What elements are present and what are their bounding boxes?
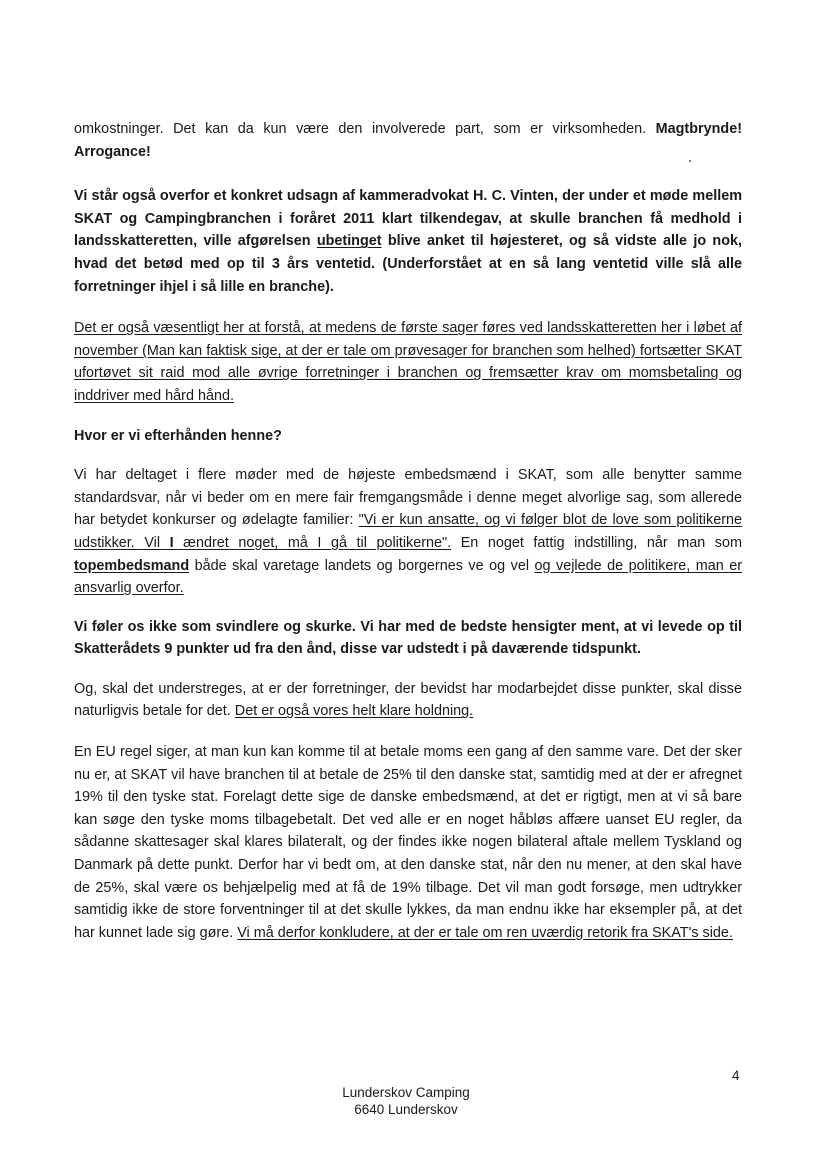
paragraph-5-underlined-end: og vejlede de politikere, man er ansvarlig overfor. — [74, 557, 742, 597]
paragraph-3-underlined: Det er også væsentligt her at forstå, at medens de første sager føres ved landsskatteretten her i løbet af november (Man kan faktisk sige, at der er tale om prøvesager for branchen som helhed) fortsætter SKAT ufortøvet sit raid mod alle øvrige forretninger i branchen og fremsætter krav om momsbetaling og inddriver med hård hånd. — [74, 320, 742, 404]
paragraph-2-text-a: Vi står også overfor et konkret udsagn af kammeradvokat H. C. Vinten, der under et møde mellem SKAT og Campingbranchen i foråret 2011 klart tilkendegav, at skulle branchen få medhold i landsskatteretten, ville afgørelsen — [74, 188, 742, 250]
document-body — [74, 118, 742, 944]
paragraph-2-text-b: blive anket til højesteret, og så vidste alle jo nok, hvad det betød med op til 3 års ventetid. (Underforstået at en så lang ventetid ville slå alle forretninger ihjel i så lille en branche). — [74, 233, 742, 295]
paragraph-5-topembedsmand-text: topembedsmand — [74, 557, 190, 574]
paragraph-7-underlined: Det er også vores helt klare holdning. — [234, 703, 474, 720]
section-heading-text: Hvor er vi efterhånden henne? — [74, 427, 282, 444]
section-heading — [74, 425, 742, 448]
paragraph-5 — [74, 464, 742, 600]
page-number: 4 — [732, 1068, 740, 1083]
paragraph-5-quote-bold-i-text: I — [169, 534, 174, 551]
paragraph-3 — [74, 317, 742, 407]
footer-line-1: Lunderskov Camping — [342, 1085, 470, 1100]
paragraph-1-text: omkostninger. Det kan da kun være den involverede part, som er virksomheden. — [74, 121, 656, 137]
paragraph-8-text: En EU regel siger, at man kun kan komme til at betale moms een gang af den samme vare. Det der sker nu er, at SKAT vil have branchen til at betale de 25% til den danske stat, samtidig med at der er afregnet 19% til den tyske stat. Forelagt dette sige de danske embedsmænd, at det er rigtigt, men at vi så bare kan søge den tyske moms tilbagebetalt. Det ved alle er en noget håbløs affære uanset EU regler, da sådanne skattesager skal klares bilateralt, og der findes ikke nogen bilateral aftale mellem Tyskland og Danmark på dette punkt. Derfor har vi bedt om, at den danske stat, når den nu mener, at den skal have de 25%, skal være os behjælpelig med at få de 19% tilbage. Det vil man godt forsøge, men udtrykker samtidig ikke de store forventninger til at det skulle lykkes, da man endnu ikke har eksempler på, at det har kunnet lade sig gøre. — [74, 744, 742, 941]
paragraph-5-quote-a: "Vi er kun ansatte, og vi følger blot de love som politikerne udstikker. Vil — [74, 512, 742, 551]
paragraph-7-text: Og, skal det understreges, at er der forretninger, der bevidst har modarbejdet disse punkter, skal disse naturligvis betale for det. — [74, 680, 742, 720]
stray-mark — [689, 160, 691, 162]
paragraph-1 — [74, 118, 742, 163]
paragraph-5-quote-b: ændret noget, må I gå til politikerne". — [173, 534, 452, 551]
footer-line-2: 6640 Lunderskov — [354, 1102, 458, 1117]
paragraph-6-text: Vi føler os ikke som svindlere og skurke. Vi har med de bedste hensigter ment, at vi levede op til Skatterådets 9 punkter ud fra den ånd, disse var udstedt i på daværende tidspunkt. — [74, 618, 742, 658]
page-footer — [0, 1084, 812, 1118]
paragraph-8 — [74, 741, 742, 944]
paragraph-8-underlined: Vi må derfor konkludere, at der er tale om ren uværdig retorik fra SKAT's side. — [237, 924, 733, 941]
paragraph-5-text-c: både skal varetage landets og borgernes ve og vel — [189, 557, 535, 574]
paragraph-1-emphasis: Magtbrynde! Arrogance! — [74, 121, 742, 160]
paragraph-5-topembedsmand — [74, 558, 189, 574]
paragraph-2-underlined: ubetinget — [316, 233, 382, 250]
paragraph-6 — [74, 616, 742, 661]
paragraph-7 — [74, 678, 742, 723]
paragraph-5-text-a: Vi har deltaget i flere møder med de højeste embedsmænd i SKAT, som alle benytter samme standardsvar, når vi beder om en mere fair fremgangsmåde i denne meget alvorlige sag, som allerede har betydet konkurser og ødelagte familier: — [74, 467, 742, 529]
paragraph-5-text-b: En noget fattig indstilling, når man som — [451, 534, 742, 551]
paragraph-2 — [74, 185, 742, 298]
